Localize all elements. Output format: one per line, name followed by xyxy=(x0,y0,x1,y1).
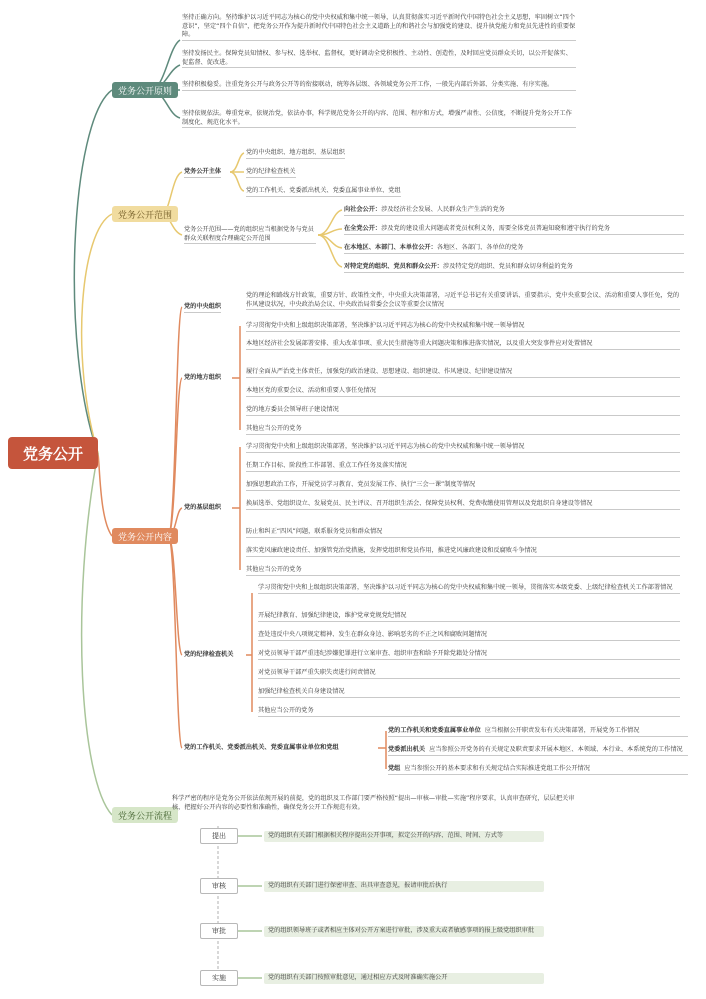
content-grassroots-item: 任期工作目标、阶段性工作部署、重点工作任务及落实情况 xyxy=(246,462,680,472)
content-discipline-item: 学习贯彻党中央和上级组织决策部署，坚决维护以习近平同志为核心的党中央权威和集中统一领导，贯彻落实本级党委、上级纪律检查机关工作部署情况 xyxy=(258,584,680,594)
scope-range-item: 在全党公开：涉及党的建设重大问题或者党员权利义务，需要全体党员普遍知晓和遵守执行的党务 xyxy=(344,225,684,235)
content-work-label: 党的工作机关、党委派出机关、党委直属事业单位和党组 xyxy=(184,744,339,751)
content-grassroots-item: 其他应当公开的党务 xyxy=(246,566,680,576)
branch-process[interactable]: 党务公开流程 xyxy=(112,807,178,823)
content-local-item: 党的地方委员会领导班子建设情况 xyxy=(246,406,680,416)
scope-range-item: 在本地区、本部门、本单位公开：各地区、各部门、各单位的党务 xyxy=(344,244,684,254)
process-step-propose[interactable]: 提出 xyxy=(200,828,238,844)
content-local-item: 履行全面从严治党主体责任，加强党的政治建设、思想建设、组织建设、作风建设、纪律建设情况 xyxy=(246,368,680,378)
content-work-item: 党委派出机关 应当参照公开党务的有关规定及职责要求开展本地区、本领域、本行业、本系统党的工作情况 xyxy=(388,746,688,756)
content-local-item: 其他应当公开的党务 xyxy=(246,425,680,435)
content-discipline-item: 查处违反中央八项规定精神、发生在群众身边、影响恶劣的不正之风和腐败问题情况 xyxy=(258,631,680,641)
process-step-review[interactable]: 审核 xyxy=(200,878,238,894)
scope-range-item: 对特定党的组织、党员和群众公开：涉及特定党的组织、党员和群众切身利益的党务 xyxy=(344,263,684,273)
branch-scope[interactable]: 党务公开范围 xyxy=(112,206,178,222)
content-work-item: 党组 应当参照公开的基本要求和有关规定结合实际推进党组工作公开情况 xyxy=(388,765,688,775)
process-step-desc: 党的组织有关部门进行保密审查、出具审查意见，报请审批后执行 xyxy=(264,881,544,892)
scope-range-label: 党务公开范围——党的组织应当根据党务与党员群众关联程度合理确定公开范围 xyxy=(184,226,316,244)
content-grassroots-item: 加强思想政治工作，开展党员学习教育、党员发展工作、执行“三会一课”制度等情况 xyxy=(246,481,680,491)
scope-subject-label: 党务公开主体 xyxy=(184,168,221,178)
content-discipline-item: 加强纪律检查机关自身建设情况 xyxy=(258,688,680,698)
content-central-item: 党的理论和路线方针政策，重要方针、政策性文件，中央重大决策部署，习近平总书记有关重要讲话、重要指示，党中央重要会议、活动和重要人事任免，党的作风建设状况，中央政治局会议、中央政治局常委会会议等重要会议情况 xyxy=(246,292,680,310)
process-step-desc: 党的组织领导班子或者相应主体对公开方案进行审批，涉及重大或者敏感事项的报上级党组织审批 xyxy=(264,926,544,937)
scope-subject: 党的纪律检查机关 xyxy=(246,168,296,178)
content-local-label: 党的地方组织 xyxy=(184,374,222,381)
content-local-item: 本地区经济社会发展部署安排、重大改革事项、重大民生措施等重大问题决策和推进落实情况，以及重大突发事件应对处置情况 xyxy=(246,340,680,350)
process-step-desc: 党的组织有关部门根据相关程序提出公开事项，拟定公开的内容、范围、时间、方式等 xyxy=(264,831,544,842)
content-local-item: 本地区党的重要会议、活动和重要人事任免情况 xyxy=(246,387,680,397)
process-step-implement[interactable]: 实施 xyxy=(200,970,238,986)
content-grassroots-item: 换届选举、党组织设立、发展党员、民主评议、召开组织生活会、保障党员权利、党费收缴使用管理以及党组织自身建设等情况 xyxy=(246,500,680,510)
content-grassroots-item: 防止和纠正“四风”问题，联系服务党员和群众情况 xyxy=(246,528,680,538)
process-step-desc: 党的组织有关部门按照审批意见，通过相应方式及时准确实施公开 xyxy=(264,973,544,984)
principle-item: 坚持积极稳妥。注重党务公开与政务公开等的衔接联动，统筹各层级、各领域党务公开工作，一般先内部后外部、分类实施、有序实施。 xyxy=(182,81,576,91)
scope-subject: 党的中央组织、地方组织、基层组织 xyxy=(246,149,345,159)
content-grassroots-item: 学习贯彻党中央和上级组织决策部署，坚决维护以习近平同志为核心的党中央权威和集中统一领导情况 xyxy=(246,443,680,453)
root-node[interactable]: 党务公开 xyxy=(8,437,98,469)
scope-subject: 党的工作机关、党委派出机关、党委直属事业单位、党组 xyxy=(246,187,401,197)
process-intro: 科学严密的程序是党务公开依法依规开展的前提，党的组织及工作部门要严格按照“提出—审核—审批—实施”程序要求，认真审查研究，层层把关审核，把握好公开内容的必要性和准确性，确保党务公开工作规范有效。 xyxy=(172,795,575,811)
scope-range-item: 向社会公开：涉及经济社会发展、人民群众生产生活的党务 xyxy=(344,206,684,216)
principle-item: 坚持发扬民主。保障党员知情权、参与权、选举权、监督权，更好调动全党积极性、主动性、创造性，及时回应党员群众关切，以公开促落实、促监督、促改进。 xyxy=(182,50,576,68)
branch-principles[interactable]: 党务公开原则 xyxy=(112,82,178,98)
branch-content[interactable]: 党务公开内容 xyxy=(112,528,178,544)
content-central-label: 党的中央组织 xyxy=(184,303,221,313)
content-work-item: 党的工作机关和党委直属事业单位 应当根据公开职责发布有关决策部署，开展党务工作情况 xyxy=(388,727,688,737)
content-discipline-item: 其他应当公开的党务 xyxy=(258,707,680,717)
principle-item: 坚持正确方向。坚持维护以习近平同志为核心的党中央权威和集中统一领导，认真贯彻落实习近平新时代中国特色社会主义思想，牢固树立“四个意识”，坚定“四个自信”，把党务公开作为提升新时代中国特色社会主义道路上的和谐社会与加强党的建设、提升执党能力和党员先进性的重要保障。 xyxy=(182,14,576,41)
content-discipline-item: 开展纪律教育、加强纪律建设，维护党章党规党纪情况 xyxy=(258,612,680,622)
principle-item: 坚持依规依法。尊重党章，依规治党，依法办事，科学规范党务公开的内容、范围、程序和方式，增强严肃性、公信度，不断提升党务公开工作制度化、规范化水平。 xyxy=(182,110,576,128)
content-grassroots-label: 党的基层组织 xyxy=(184,504,222,511)
content-discipline-item: 对党员领导干部严重违纪涉嫌犯罪进行立案审查、组织审查和给予开除党籍处分情况 xyxy=(258,650,680,660)
content-local-item: 学习贯彻党中央和上级组织决策部署，坚决维护以习近平同志为核心的党中央权威和集中统一领导情况 xyxy=(246,322,680,332)
process-step-approve[interactable]: 审批 xyxy=(200,923,238,939)
content-discipline-item: 对党员领导干部严重失职失责进行问责情况 xyxy=(258,669,680,679)
content-grassroots-item: 落实党风廉政建设责任、加强管党治党措施，发挥党组织和党员作用，推进党风廉政建设和反腐败斗争情况 xyxy=(246,547,680,557)
content-discipline-label: 党的纪律检查机关 xyxy=(184,651,234,658)
